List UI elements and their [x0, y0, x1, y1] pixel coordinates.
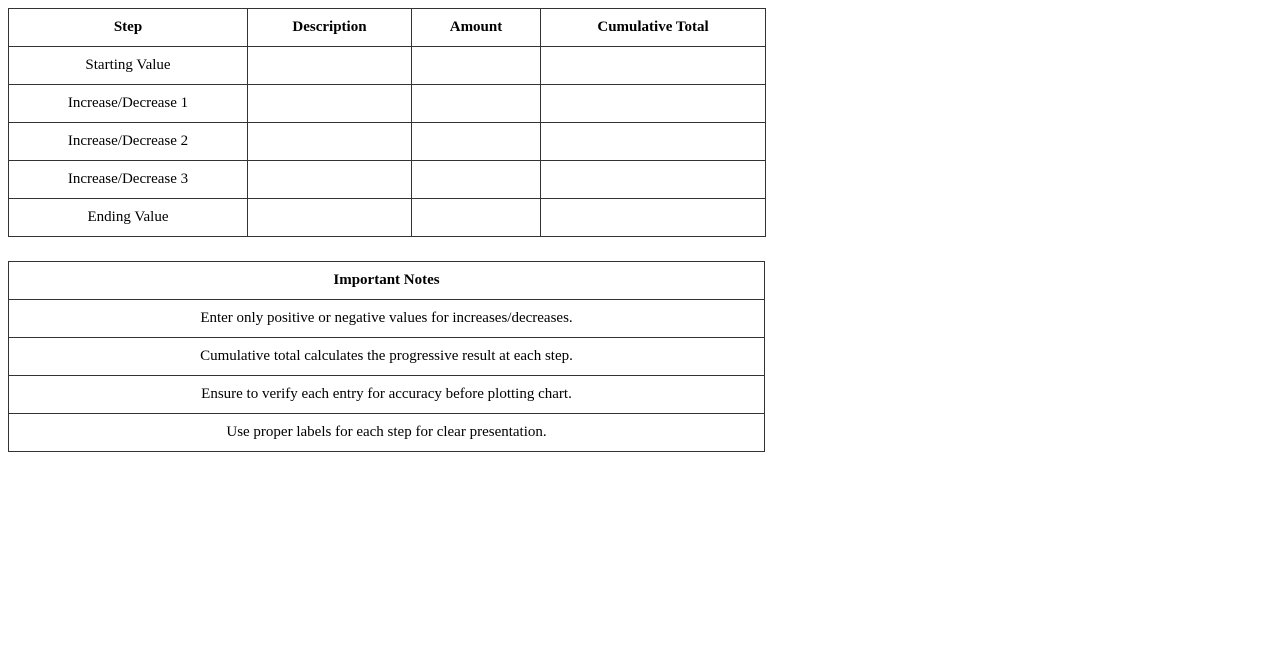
amount-cell: [412, 123, 541, 161]
table-row: [9, 199, 766, 237]
amount-cell: [412, 47, 541, 85]
notes-header-row: [9, 262, 765, 300]
steps-header-row: [9, 9, 766, 47]
step-cell: Ending Value: [9, 199, 248, 237]
step-cell: Increase/Decrease 3: [9, 161, 248, 199]
cumulative-total-cell: [541, 123, 766, 161]
note-text: Use proper labels for each step for clear presentation.: [9, 414, 765, 452]
amount-cell: [412, 161, 541, 199]
description-cell: [248, 47, 412, 85]
cumulative-total-cell: [541, 85, 766, 123]
header-step: Step: [9, 9, 248, 47]
description-cell: [248, 123, 412, 161]
cumulative-total-cell: [541, 161, 766, 199]
note-row: [9, 376, 765, 414]
notes-table: [8, 261, 765, 452]
table-row: [9, 123, 766, 161]
header-description: Description: [248, 9, 412, 47]
notes-title: Important Notes: [9, 262, 765, 300]
description-cell: [248, 161, 412, 199]
description-cell: [248, 85, 412, 123]
cumulative-total-cell: [541, 47, 766, 85]
header-amount: Amount: [412, 9, 541, 47]
header-cumulative-total: Cumulative Total: [541, 9, 766, 47]
step-cell: Increase/Decrease 2: [9, 123, 248, 161]
step-cell: Increase/Decrease 1: [9, 85, 248, 123]
note-row: [9, 414, 765, 452]
amount-cell: [412, 85, 541, 123]
page-content: [8, 8, 765, 452]
cumulative-total-cell: [541, 199, 766, 237]
table-row: [9, 161, 766, 199]
note-text: Enter only positive or negative values for increases/decreases.: [9, 300, 765, 338]
steps-table: [8, 8, 766, 237]
note-text: Ensure to verify each entry for accuracy before plotting chart.: [9, 376, 765, 414]
note-row: [9, 300, 765, 338]
step-cell: Starting Value: [9, 47, 248, 85]
description-cell: [248, 199, 412, 237]
table-row: [9, 47, 766, 85]
table-row: [9, 85, 766, 123]
note-text: Cumulative total calculates the progressive result at each step.: [9, 338, 765, 376]
amount-cell: [412, 199, 541, 237]
note-row: [9, 338, 765, 376]
